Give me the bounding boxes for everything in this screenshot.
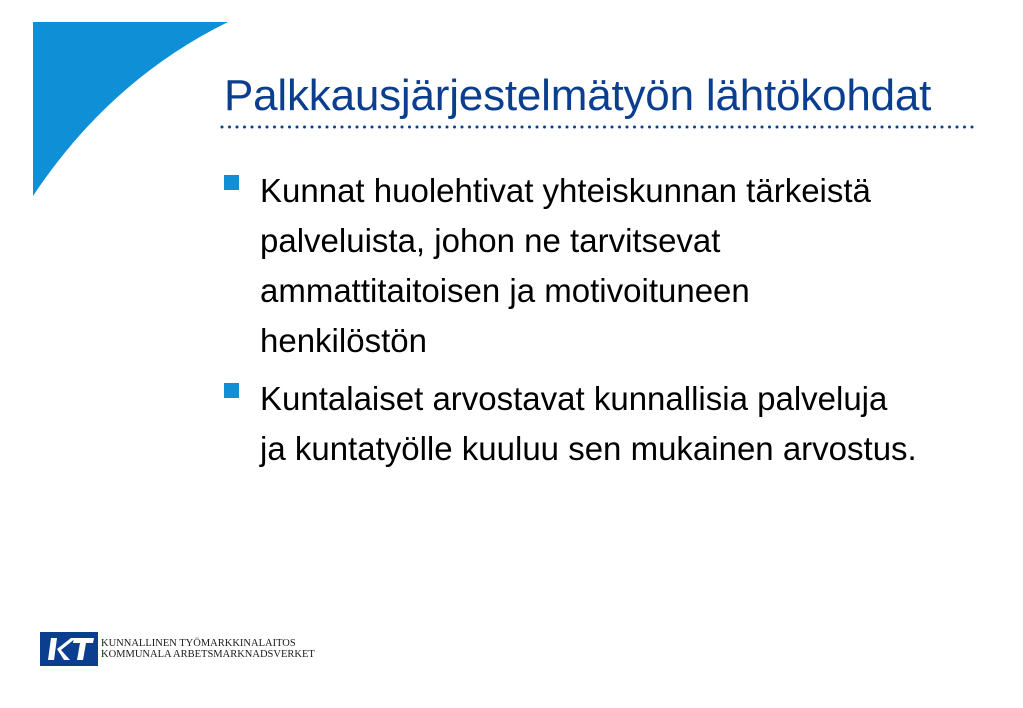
org-name-finnish: KUNNALLINEN TYÖMARKKINALAITOS [101,638,296,649]
organization-name [101,638,315,660]
corner-decoration-shape [0,0,240,210]
bullet-item [222,166,922,366]
square-bullet-icon [224,175,239,190]
square-bullet-icon [224,383,239,398]
kt-logo-icon [40,630,98,668]
slide-title: Palkkausjärjestelmätyön lähtökohdat [224,71,932,120]
bullet-text: Kuntalaiset arvostavat kunnallisia palveluja ja kuntatyölle kuuluu sen mukainen arvostus. [260,380,917,467]
bullet-list [222,166,922,482]
bullet-item [222,374,922,474]
org-name-swedish: KOMMUNALA ARBETSMARKNADSVERKET [101,649,315,660]
bullet-text: Kunnat huolehtivat yhteiskunnan tärkeistä palveluista, johon ne tarvitsevat ammattitaitoisen ja motivoituneen henkilöstön [260,172,871,359]
title-dotted-rule [220,122,976,132]
